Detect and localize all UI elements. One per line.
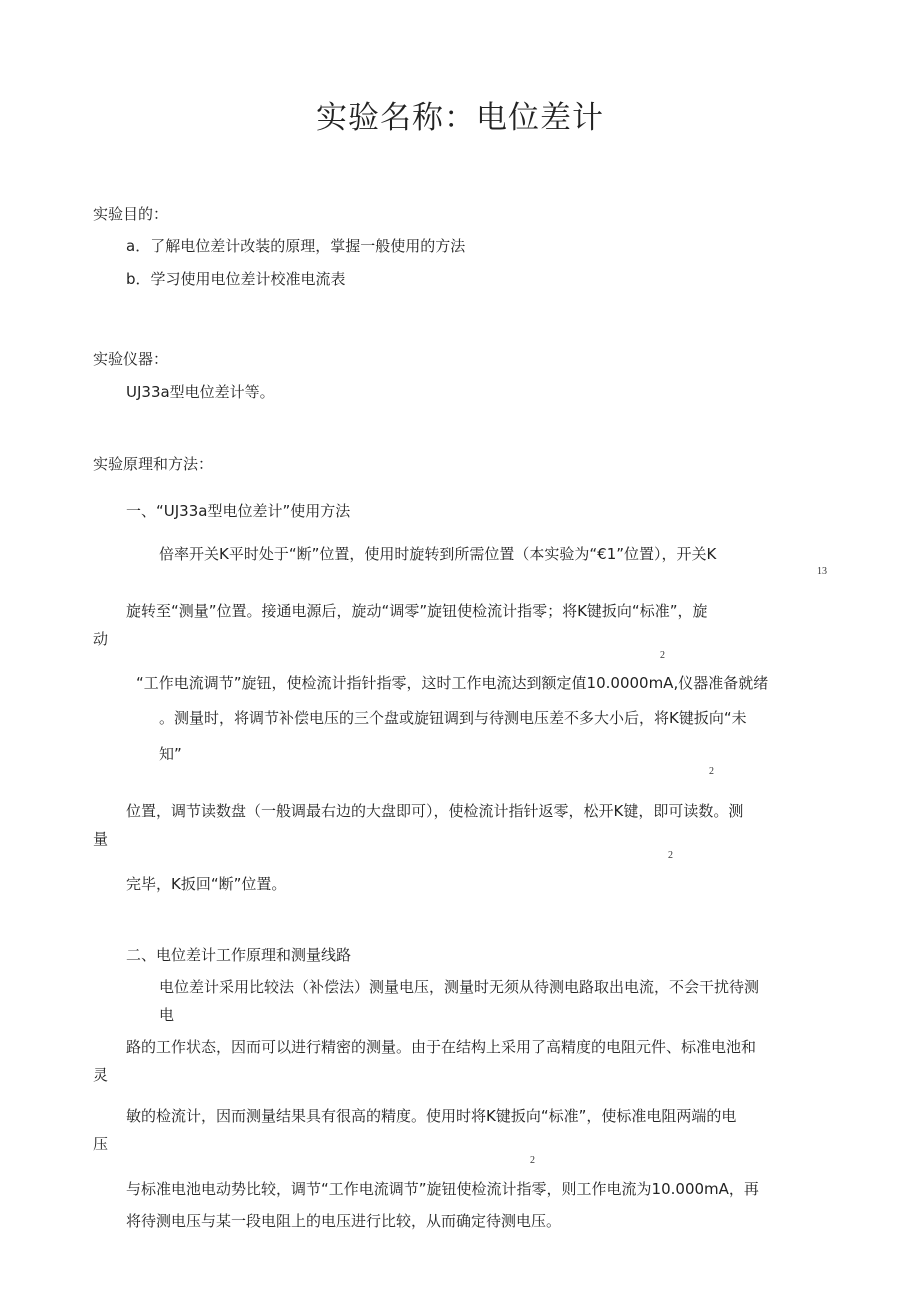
- subscript-2-b: 2: [709, 766, 714, 777]
- section2-heading: 二、电位差计工作原理和测量线路: [126, 946, 352, 964]
- section1-line-3: “工作电流调节”旋钮，使检流计指针指零，这时工作电流达到额定值10.0000mA,仪器准备就绪: [136, 674, 769, 692]
- purpose-heading: 实验目的：: [93, 205, 169, 223]
- principle-heading: 实验原理和方法：: [93, 455, 214, 473]
- section1-line-2: 旋转至“测量”位置。接通电源后，旋动“调零”旋钮使检流计指零；将K键扳向“标准”，旋: [126, 602, 708, 620]
- section1-line-5-wrap: 量: [93, 830, 109, 848]
- section1-line-4: 。测量时，将调节补偿电压的三个盘或旋钮调到与待测电压差不多大小后，将K键扳向“未: [159, 709, 747, 727]
- purpose-item-b: b．学习使用电位差计校准电流表: [126, 270, 346, 288]
- section2-line-1: 电位差计采用比较法（补偿法）测量电压，测量时无须从待测电路取出电流，不会干扰待测: [159, 978, 760, 996]
- section2-line-2: 路的工作状态，因而可以进行精密的测量。由于在结构上采用了高精度的电阻元件、标准电池和: [126, 1038, 757, 1056]
- equipment-heading: 实验仪器：: [93, 350, 169, 368]
- subscript-2-a: 2: [660, 650, 665, 661]
- purpose-item-a: a．了解电位差计改装的原理，掌握一般使用的方法: [126, 237, 466, 255]
- section2-line-2-wrap: 灵: [93, 1066, 109, 1084]
- section1-line-4-wrap: 知”: [159, 745, 182, 763]
- equipment-text: UJ33a型电位差计等。: [126, 383, 275, 401]
- section1-heading: 一、“UJ33a型电位差计”使用方法: [126, 502, 351, 520]
- section2-line-5: 将待测电压与某一段电阻上的电压进行比较，从而确定待测电压。: [126, 1212, 562, 1230]
- section1-line-2-wrap: 动: [93, 630, 109, 648]
- section1-line-6: 完毕，K扳回“断”位置。: [126, 875, 287, 893]
- subscript-2-c: 2: [668, 850, 673, 861]
- section2-line-3-wrap: 压: [93, 1135, 109, 1153]
- subscript-2-d: 2: [530, 1155, 535, 1166]
- section2-line-1-wrap: 电: [159, 1006, 175, 1024]
- subscript-13: 13: [817, 566, 827, 577]
- section1-line-1: 倍率开关K平时处于“断”位置，使用时旋转到所需位置（本实验为“€1”位置），开关K: [159, 545, 717, 563]
- section2-line-4: 与标准电池电动势比较，调节“工作电流调节”旋钮使检流计指零，则工作电流为10.000mA，再: [126, 1180, 759, 1198]
- section2-line-3: 敏的检流计，因而测量结果具有很高的精度。使用时将K键扳向“标准”，使标准电阻两端的电: [126, 1107, 737, 1125]
- section1-line-5: 位置，调节读数盘（一般调最右边的大盘即可），使检流计指针返零，松开K键，即可读数。测: [126, 802, 744, 820]
- page-title: 实验名称：电位差计: [316, 100, 604, 136]
